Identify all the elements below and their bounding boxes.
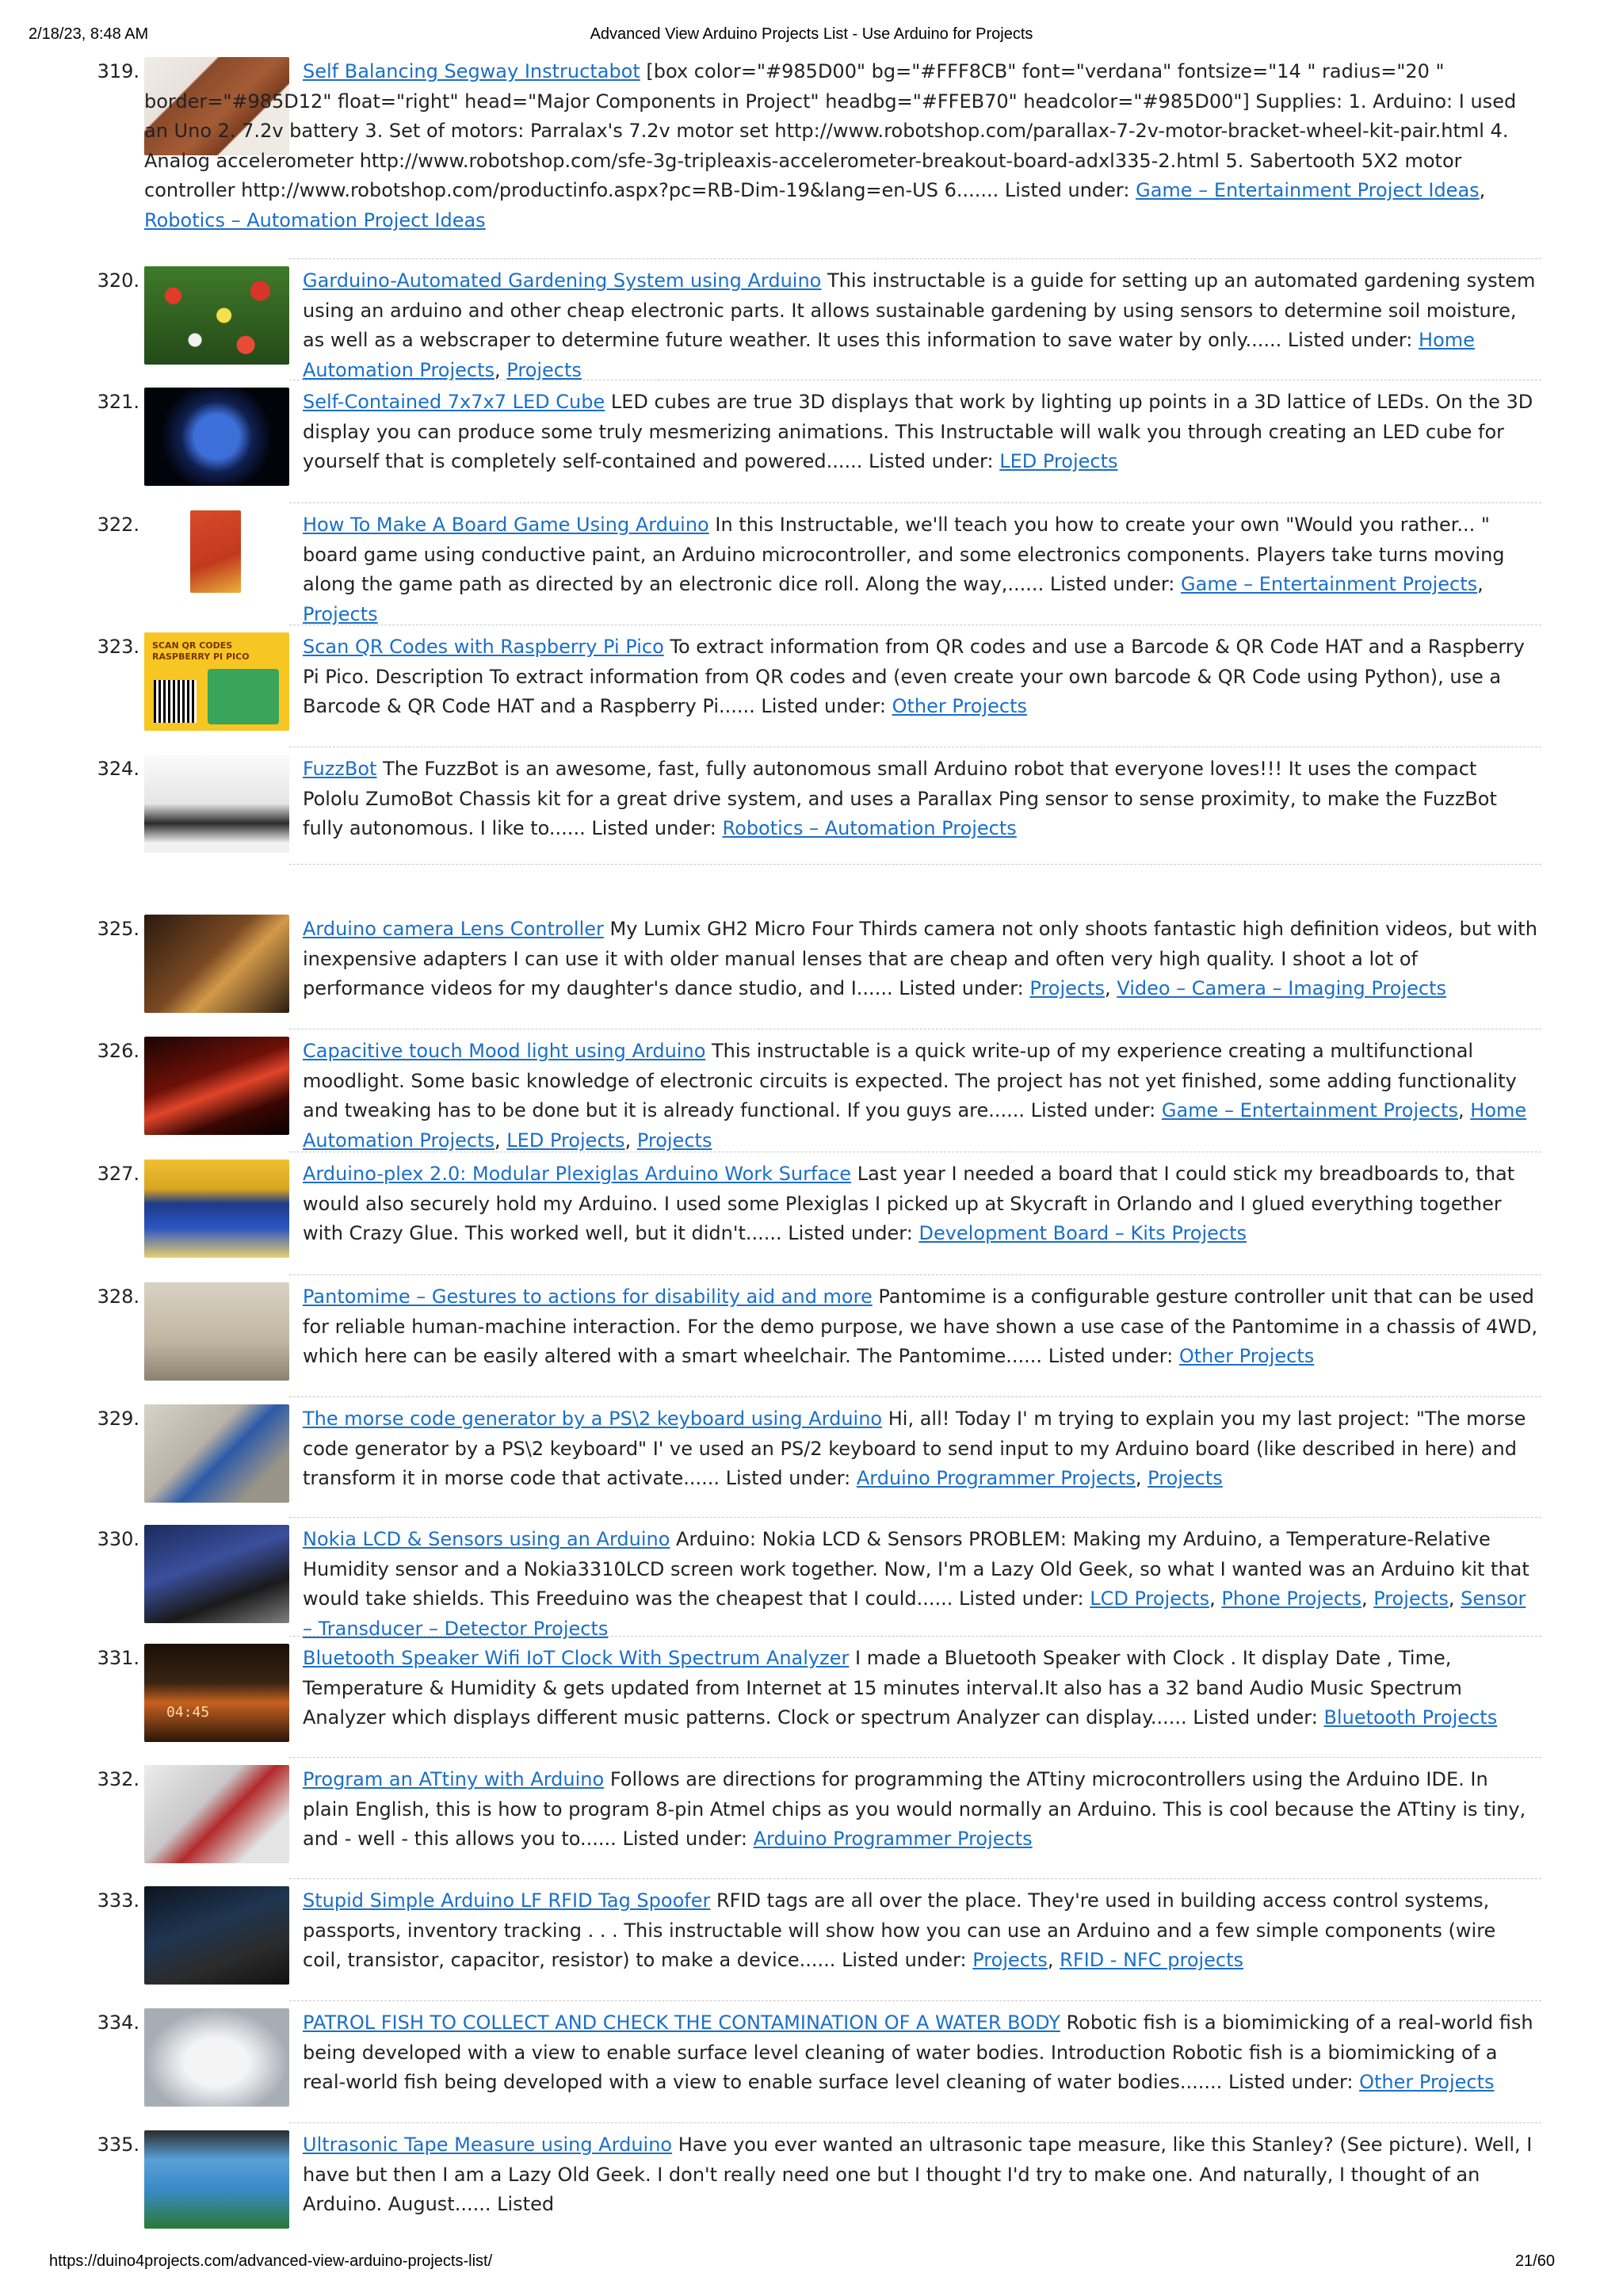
item-separator xyxy=(289,2122,1541,2123)
project-title-link[interactable]: How To Make A Board Game Using Arduino xyxy=(303,514,709,536)
listed-under-label: Listed under: xyxy=(1004,179,1130,201)
listed-under-label: Listed under: xyxy=(1287,329,1413,351)
project-title-link[interactable]: Arduino-plex 2.0: Modular Plexiglas Arduino Work Surface xyxy=(303,1163,852,1185)
fuzzbot-robot-image[interactable] xyxy=(144,755,289,853)
item-body xyxy=(303,2008,1539,2098)
project-description: Last year I needed a board that I could stick my breadboards to, that would also securely hold my Arduino. I used some Plexiglas I picked up at Skycraft in Orlando and I glued everything together with Crazy Glue. This worked well, but it didn't...... xyxy=(303,1163,1515,1244)
project-title-link[interactable]: Scan QR Codes with Raspberry Pi Pico xyxy=(303,636,664,658)
category-link-projects[interactable]: Projects xyxy=(1373,1587,1449,1610)
listed-under-label: Listed under: xyxy=(959,1587,1084,1610)
print-title: Advanced View Arduino Projects List - Use Arduino for Projects xyxy=(590,25,1033,43)
arduino-plex-image[interactable] xyxy=(144,1159,289,1258)
thumbnail-caption-line: RASPBERRY PI PICO xyxy=(152,651,250,662)
item-separator xyxy=(289,1517,1541,1518)
item-body xyxy=(303,1644,1539,1733)
category-link-led-projects[interactable]: LED Projects xyxy=(999,450,1118,472)
print-footer xyxy=(0,2252,1623,2284)
listed-under-label: Listed under: xyxy=(1030,1099,1156,1121)
project-description: To extract information from QR codes and use a Barcode & QR Code HAT and a Raspberry Pi Pico. Description To extract information from QR codes and (even create your own barcode & QR Code using Python), use a Barcode & QR Code HAT and a Raspberry Pi...... xyxy=(303,636,1525,717)
project-title-link[interactable]: Bluetooth Speaker Wifi IoT Clock With Spectrum Analyzer xyxy=(303,1647,850,1669)
item-number: 320. xyxy=(97,269,139,292)
category-link-led-projects[interactable]: LED Projects xyxy=(506,1129,625,1152)
project-title-link[interactable]: Capacitive touch Mood light using Arduino xyxy=(303,1040,706,1062)
item-number: 322. xyxy=(97,514,139,536)
item-separator xyxy=(289,1396,1541,1397)
led-cube-image[interactable] xyxy=(144,388,289,486)
category-link-home-automation-projects[interactable]: Home Automation Projects xyxy=(303,329,1475,381)
project-description: Pantomime is a configurable gesture controller unit that can be used for reliable human-machine interaction. For the demo purpose, we have shown a use case of the Pantomime in a chassis of 4WD, which here can be easily altered with a smart wheelchair. The Pantomime...... xyxy=(303,1286,1538,1367)
item-body: Garduino-Automated Gardening System using Arduino This instructable is a guide for setting up an automated gardening system using an arduino and other cheap electronic parts. It allows sustainable gardening by using sensors to determine soil moisture, as well as a webscraper to determine future weather. It uses this information to save water by only...... Listed under: Home Automation Projects, Projects xyxy=(303,269,1536,381)
item-body xyxy=(303,1282,1539,1372)
category-link-lcd-projects[interactable]: LCD Projects xyxy=(1090,1587,1210,1610)
item-body: Nokia LCD & Sensors using an Arduino Arduino: Nokia LCD & Sensors PROBLEM: Making my Arduino, a Temperature-Relative Humidity sensor and a Nokia3310LCD screen work together. Now, I'm a Lazy Old Geek, so what I wanted was an Arduino kit that would take shields. This Freeduino was the cheapest that I could...... Listed under: LCD Projects, Phone Projects, Projects, Sensor – Transducer – Detector Projects xyxy=(303,1528,1529,1640)
category-link-home-automation-projects[interactable]: Home Automation Projects xyxy=(303,1099,1527,1152)
project-description: This instructable is a quick write-up of my experience creating a multifunctional moodlight. Some basic knowledge of electronic circuits is expected. The project has not yet finished, some adding functionality and tweaking has to be done but it is already functional. If you guys are...... xyxy=(303,1040,1517,1121)
listed-under-label: Listed under: xyxy=(725,1467,851,1489)
item-number: 329. xyxy=(97,1408,139,1430)
item-body: Self Balancing Segway Instructabot [box color="#985D00" bg="#FFF8CB" font="verdana" fontsize="14 " radius="20 " border="#985D12" float="right" head="Major Components in Project" headbg="#FFEB70" headcolor="#985D00"] Supplies: 1. Arduino: I used an Uno 2. 7.2v battery 3. Set of motors: Parralax's 7.2v motor set http://www.robotshop.com/parallax-7-2v-motor-bracket-wheel-kit-pair.html 4. Analog accelerometer http://www.robotshop.com/sfe-3g-tripleaxis-accelerometer-breakout-board-adxl335-2.html 5. Sabertooth 5X2 motor controller http://www.robotshop.com/productinfo.aspx?pc=RB-Dim-19&lang=en-US 6....... Listed under: Game – Entertainment Project Ideas, Robotics – Automation Project Ideas xyxy=(144,60,1517,231)
category-link-game-entertainment-projects[interactable]: Game – Entertainment Projects xyxy=(1181,573,1478,595)
listed-under-label: Listed under: xyxy=(1228,2071,1354,2093)
project-title-link[interactable]: PATROL FISH TO COLLECT AND CHECK THE CONTAMINATION OF A WATER BODY xyxy=(303,2011,1060,2034)
item-number: 332. xyxy=(97,1768,139,1790)
keyboard-arduino-image[interactable] xyxy=(144,1404,289,1503)
listed-under-label: Listed under: xyxy=(761,695,886,717)
project-description: RFID tags are all over the place. They're used in building access control systems, passports, inventory tracking . . . This instructable will show how you can use an Arduino and a few simple components (wire coil, transistor, capacitor, resistor) to make a device...... xyxy=(303,1889,1496,1971)
category-link-projects[interactable]: Projects xyxy=(636,1129,712,1152)
thumbnail-caption-line: SCAN QR CODES xyxy=(152,640,233,651)
category-link-game-entertainment-projects[interactable]: Game – Entertainment Projects xyxy=(1161,1099,1458,1121)
print-header xyxy=(0,25,1623,57)
item-body: Arduino camera Lens Controller My Lumix GH2 Micro Four Thirds camera not only shoots fantastic high definition videos, but with inexpensive adapters I can use it with older manual lenses that are cheap and often very high quality. I shoot a lot of performance videos for my daughter's dance studio, and I...... Listed under: Projects, Video – Camera – Imaging Projects xyxy=(303,918,1537,999)
project-title-link[interactable]: Stupid Simple Arduino LF RFID Tag Spoofer xyxy=(303,1889,711,1912)
item-body xyxy=(303,1765,1539,1855)
project-description: Follows are directions for programming the ATtiny microcontrollers using the Arduino IDE. In plain English, this is how to program 8-pin Atmel chips as you would normally an Arduino. This is cool because the ATtiny is tiny, and - well - this allows you to...... xyxy=(303,1768,1526,1850)
category-link-rfid-nfc-projects[interactable]: RFID - NFC projects xyxy=(1060,1949,1244,1971)
print-datetime: 2/18/23, 8:48 AM xyxy=(29,25,149,43)
category-link-phone-projects[interactable]: Phone Projects xyxy=(1221,1587,1361,1610)
item-number: 334. xyxy=(97,2011,139,2034)
item-body: Capacitive touch Mood light using Arduino This instructable is a quick write-up of my experience creating a multifunctional moodlight. Some basic knowledge of electronic circuits is expected. The project has not yet finished, some adding functionality and tweaking has to be done but it is already functional. If you guys are...... Listed under: Game – Entertainment Projects, Home Automation Projects, LED Projects, Projects xyxy=(303,1040,1527,1152)
item-body xyxy=(303,2130,1539,2220)
category-link-arduino-programmer-projects[interactable]: Arduino Programmer Projects xyxy=(753,1828,1033,1850)
project-description: This instructable is a guide for setting up an automated gardening system using an arduino and other cheap electronic parts. It allows sustainable gardening by using sensors to determine soil moisture, as well as a webscraper to determine future weather. It uses this information to save water by only...... xyxy=(303,269,1536,351)
item-body xyxy=(303,632,1539,722)
category-link-projects[interactable]: Projects xyxy=(506,358,582,381)
pico-board-icon xyxy=(208,669,279,724)
item-number: 330. xyxy=(97,1528,139,1550)
qr-code-pico-image[interactable] xyxy=(144,632,289,731)
category-link-robotics-automation-project-ideas[interactable]: Robotics – Automation Project Ideas xyxy=(144,208,486,231)
listed-under-label: Listed under: xyxy=(869,450,994,472)
category-link-sensor-transducer-detector-projects[interactable]: Sensor – Transducer – Detector Projects xyxy=(303,1587,1526,1640)
project-title-link[interactable]: Garduino-Automated Gardening System using Arduino xyxy=(303,269,822,292)
project-description: Have you ever wanted an ultrasonic tape measure, like this Stanley? (See picture). Well, I have but then I am a Lazy Old Geek. I don't really need one but I thought I'd try to make one. And naturally, I thought of an Arduino. August...... xyxy=(303,2134,1533,2215)
listed-under-label: Listed under: xyxy=(899,977,1024,999)
item-number: 328. xyxy=(97,1286,139,1308)
project-description: Robotic fish is a biomimicking of a real-world fish being developed with a view to enable surface level cleaning of water bodies. Introduction Robotic fish is a biomimicking of a real-world fish being developed with a view to enable surface level cleaning of water bodies....... xyxy=(303,2011,1533,2093)
item-body: The morse code generator by a PS\2 keyboard using Arduino Hi, all! Today I' m trying to explain you my last project: "The morse code generator by a PS\2 keyboard" I' ve used an PS/2 keyboard to send input to my Arduino board (like described in here) and transform it in morse code that activate...... Listed under: Arduino Programmer Projects, Projects xyxy=(303,1408,1526,1489)
project-description: The FuzzBot is an awesome, fast, fully autonomous small Arduino robot that everyone loves!!! It uses the compact Pololu ZumoBot Chassis kit for a great drive system, and uses a Parallax Ping sensor to sense proximity, to make the FuzzBot fully autonomous. I like to...... xyxy=(303,758,1497,839)
project-title-link[interactable]: Self-Contained 7x7x7 LED Cube xyxy=(303,391,605,413)
listed-under-label: Listed under: xyxy=(1193,1706,1318,1729)
listed-under-label: Listed under: xyxy=(622,1828,747,1850)
mood-light-image[interactable] xyxy=(144,1037,289,1135)
item-body xyxy=(303,388,1539,477)
item-number: 327. xyxy=(97,1163,139,1185)
listed-under-label: Listed xyxy=(497,2193,555,2215)
project-title-link[interactable]: Arduino camera Lens Controller xyxy=(303,918,604,940)
project-description: In this Instructable, we'll teach you how to create your own "Would you rather... " board game using conductive paint, an Arduino microcontroller, and some electronics components. Players take turns moving along the game path as directed by an electronic dice roll. Along the way,...... xyxy=(303,514,1505,595)
thumbnail-caption xyxy=(152,640,250,663)
flower-garden-image[interactable] xyxy=(144,266,289,365)
item-number: 324. xyxy=(97,758,139,780)
project-title-link[interactable]: FuzzBot xyxy=(303,758,377,780)
camera-lens-image[interactable] xyxy=(144,915,289,1013)
item-body: How To Make A Board Game Using Arduino In this Instructable, we'll teach you how to create your own "Would you rather... " board game using conductive paint, an Arduino microcontroller, and some electronics components. Players take turns moving along the game path as directed by an electronic dice roll. Along the way,...... Listed under: Game – Entertainment Projects, Projects xyxy=(303,514,1505,625)
listed-under-label: Listed under: xyxy=(1048,1345,1174,1367)
robotic-fish-image[interactable] xyxy=(144,2008,289,2107)
project-title-link[interactable]: The morse code generator by a PS\2 keyboard using Arduino xyxy=(303,1408,883,1430)
project-title-link[interactable]: Self Balancing Segway Instructabot xyxy=(303,60,640,82)
item-body: Stupid Simple Arduino LF RFID Tag Spoofer RFID tags are all over the place. They're used in building access control systems, passports, inventory tracking . . . This instructable will show how you can use an Arduino and a few simple components (wire coil, transistor, capacitor, resistor) to make a device...... Listed under: Projects, RFID - NFC projects xyxy=(303,1889,1496,1971)
category-link-projects[interactable]: Projects xyxy=(972,1949,1048,1971)
category-link-development-board-kits-projects[interactable]: Development Board – Kits Projects xyxy=(918,1222,1247,1244)
item-body xyxy=(303,1159,1539,1249)
page-number: 21/60 xyxy=(1514,2252,1555,2270)
category-link-robotics-automation-projects[interactable]: Robotics – Automation Projects xyxy=(722,817,1017,839)
project-title-link[interactable]: Program an ATtiny with Arduino xyxy=(303,1768,605,1790)
item-separator xyxy=(289,1757,1541,1758)
item-number: 331. xyxy=(97,1647,139,1669)
category-link-projects[interactable]: Projects xyxy=(1148,1467,1223,1489)
item-number: 319. xyxy=(97,60,139,82)
print-url: https://duino4projects.com/advanced-view-arduino-projects-list/ xyxy=(49,2252,493,2270)
listed-under-label: Listed under: xyxy=(842,1949,967,1971)
item-number: 321. xyxy=(97,391,139,413)
category-link-projects[interactable]: Projects xyxy=(303,602,378,625)
project-description: Arduino: Nokia LCD & Sensors PROBLEM: Making my Arduino, a Temperature-Relative Humidity sensor and a Nokia3310LCD screen work together. Now, I'm a Lazy Old Geek, so what I wanted was an Arduino kit that would take shields. This Freeduino was the cheapest that I could...... xyxy=(303,1528,1529,1610)
category-link-other-projects[interactable]: Other Projects xyxy=(1178,1345,1315,1367)
project-title-link[interactable]: Ultrasonic Tape Measure using Arduino xyxy=(303,2134,673,2156)
tape-measure-image[interactable] xyxy=(144,2130,289,2229)
project-description: My Lumix GH2 Micro Four Thirds camera not only shoots fantastic high definition videos, but with inexpensive adapters I can use it with older manual lenses that are cheap and often very high quality. I shoot a lot of performance videos for my daughter's dance studio, and I...... xyxy=(303,918,1537,999)
attiny-breadboard-image[interactable] xyxy=(144,1765,289,1863)
listed-under-label: Listed under: xyxy=(591,817,716,839)
item-separator xyxy=(289,258,1541,259)
project-description: [box color="#985D00" bg="#FFF8CB" font="verdana" fontsize="14 " radius="20 " border="#985D12" float="right" head="Major Components in Project" headbg="#FFEB70" headcolor="#985D00"] Supplies: 1. Arduino: I used an Uno 2. 7.2v battery 3. Set of motors: Parralax's 7.2v motor set http://www.robotshop.com/parallax-7-2v-motor-bracket-wheel-kit-pair.html 4. Analog accelerometer http://www.robotshop.com/sfe-3g-tripleaxis-accelerometer-breakout-board-adxl335-2.html 5. Sabertooth 5X2 motor controller http://www.robotshop.com/productinfo.aspx?pc=RB-Dim-19&lang=en-US 6....... xyxy=(144,60,1517,201)
project-description: Hi, all! Today I' m trying to explain you my last project: "The morse code generator by a PS\2 keyboard" I' ve used an PS/2 keyboard to send input to my Arduino board (like described in here) and transform it in morse code that activate...... xyxy=(303,1408,1526,1489)
category-link-other-projects[interactable]: Other Projects xyxy=(1359,2071,1495,2093)
item-number: 333. xyxy=(97,1889,139,1912)
category-link-other-projects[interactable]: Other Projects xyxy=(892,695,1027,717)
listed-under-label: Listed under: xyxy=(788,1222,913,1244)
item-separator xyxy=(289,2000,1541,2001)
project-description: LED cubes are true 3D displays that work by lighting up points in a 3D lattice of LEDs. On the 3D display you can produce some truly mesmerizing animations. This Instructable will walk you through creating an LED cube for yourself that is completely self-contained and powered...... xyxy=(303,391,1533,472)
clock-speaker-image[interactable] xyxy=(144,1644,289,1742)
item-separator xyxy=(289,1636,1541,1637)
item-separator xyxy=(289,1274,1541,1275)
item-separator xyxy=(289,864,1541,865)
category-link-bluetooth-projects[interactable]: Bluetooth Projects xyxy=(1323,1706,1498,1729)
item-number: 323. xyxy=(97,636,139,658)
listed-under-label: Listed under: xyxy=(1049,573,1175,595)
category-link-game-entertainment-project-ideas[interactable]: Game – Entertainment Project Ideas xyxy=(1136,179,1480,201)
item-separator xyxy=(289,1029,1541,1030)
robot-chassis-image[interactable] xyxy=(144,1282,289,1381)
project-title-link[interactable]: Pantomime – Gestures to actions for disability aid and more xyxy=(303,1286,873,1308)
board-game-image[interactable] xyxy=(190,510,241,593)
category-link-projects[interactable]: Projects xyxy=(1029,977,1106,999)
category-link-video-camera-imaging-projects[interactable]: Video – Camera – Imaging Projects xyxy=(1117,977,1446,999)
item-separator xyxy=(289,502,1541,503)
rfid-spoofer-image[interactable] xyxy=(144,1886,289,1985)
category-link-arduino-programmer-projects[interactable]: Arduino Programmer Projects xyxy=(856,1467,1136,1489)
qr-code-icon xyxy=(154,680,197,723)
clock-display-text: 04:45 xyxy=(166,1704,210,1721)
project-description: I made a Bluetooth Speaker with Clock . It display Date , Time, Temperature & Humidity & gets updated from Internet at 15 minutes interval.It also has a 32 band Audio Music Spectrum Analyzer which displays different music patterns. Clock or spectrum Analyzer can display...... xyxy=(303,1647,1462,1729)
project-title-link[interactable]: Nokia LCD & Sensors using an Arduino xyxy=(303,1528,670,1550)
item-number: 335. xyxy=(97,2134,139,2156)
nokia-lcd-image[interactable] xyxy=(144,1525,289,1623)
item-number: 325. xyxy=(97,918,139,940)
item-number: 326. xyxy=(97,1040,139,1062)
item-separator xyxy=(289,1878,1541,1879)
item-body xyxy=(303,755,1539,844)
